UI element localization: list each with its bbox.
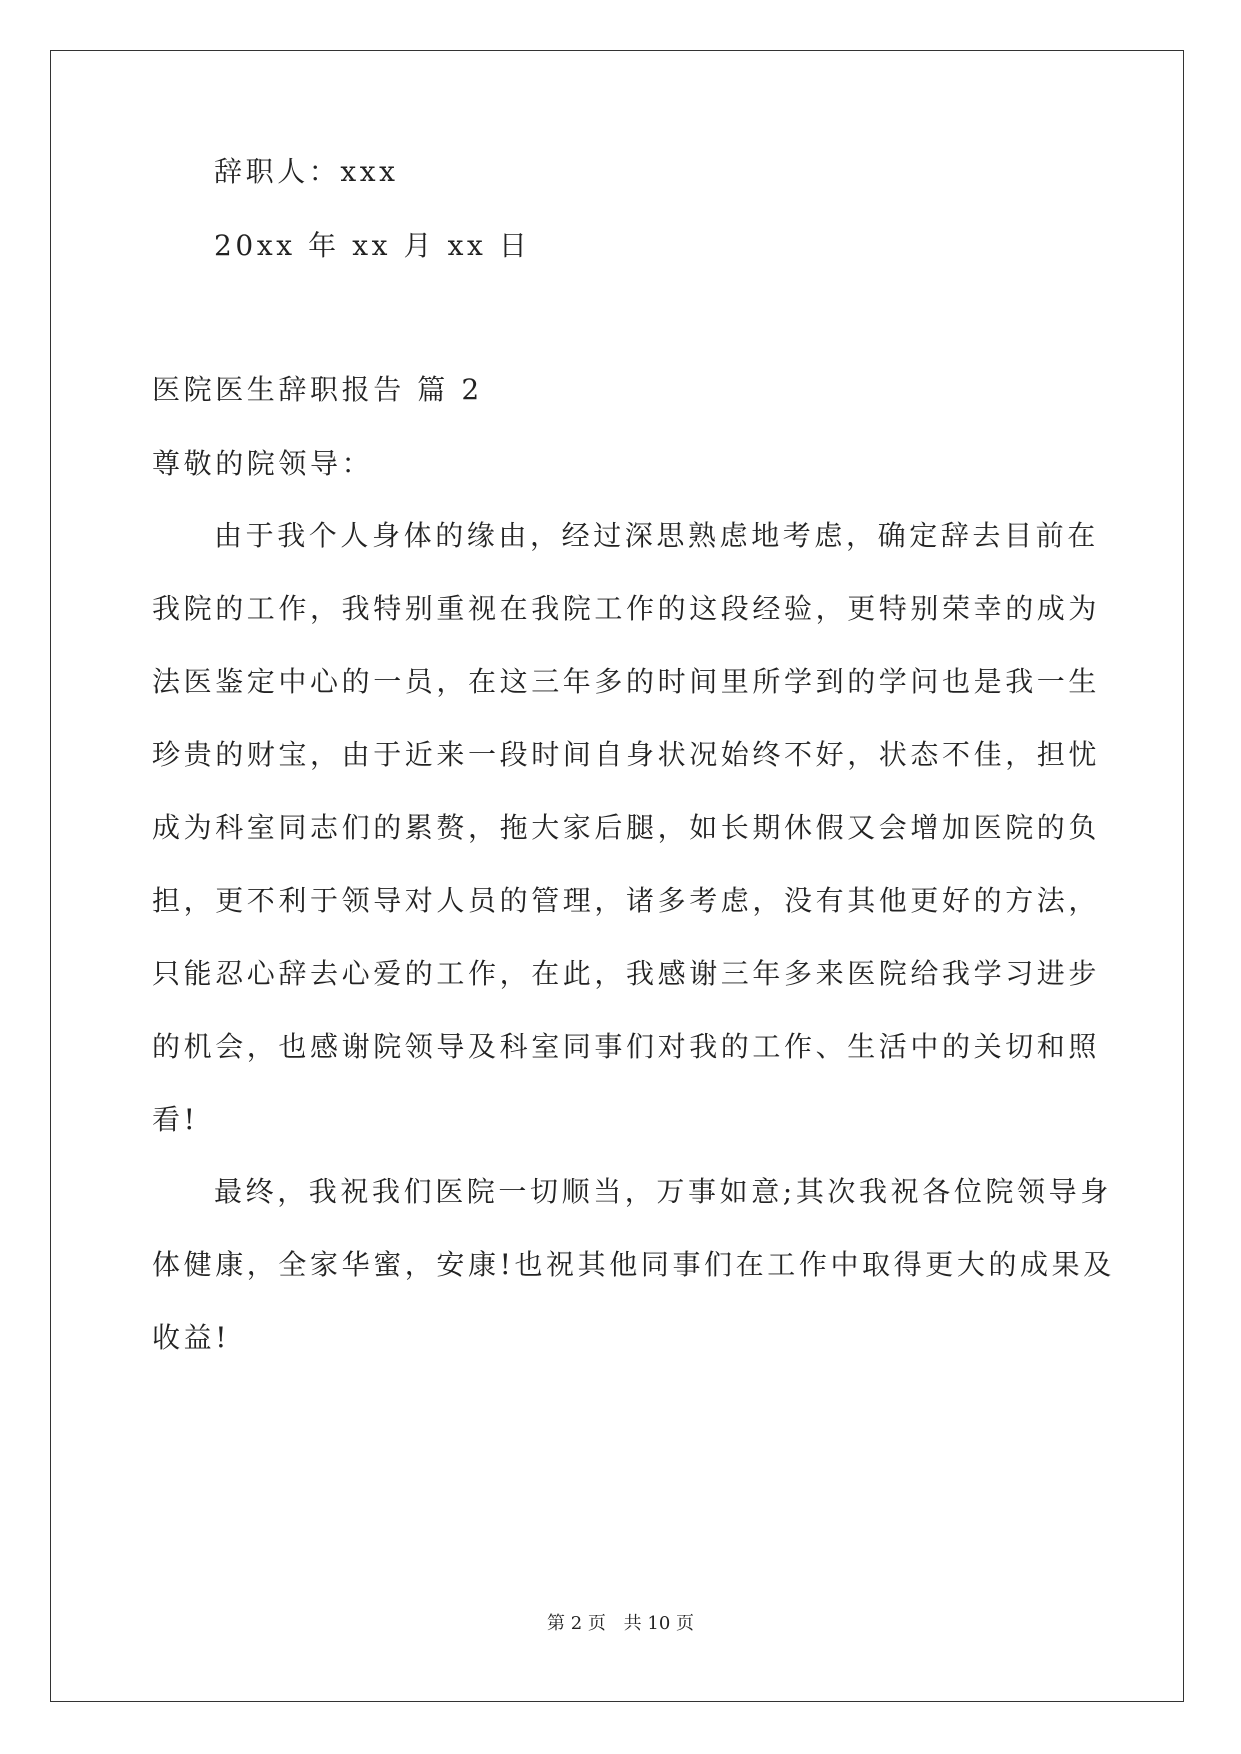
resigner-line: 辞职人：xxx: [214, 155, 399, 188]
paragraph-line: 成为科室同志们的累赘，拖大家后腿，如长期休假又会增加医院的负: [152, 811, 1101, 844]
paragraph-line: 珍贵的财宝，由于近来一段时间自身状况始终不好，状态不佳，担忧: [152, 738, 1101, 771]
page-total: 共 10 页: [623, 1613, 694, 1634]
paragraph-line: 由于我个人身体的缘由，经过深思熟虑地考虑，确定辞去目前在: [214, 519, 1099, 552]
paragraph-line: 最终，我祝我们医院一切顺当，万事如意;其次我祝各位院领导身: [214, 1175, 1112, 1208]
date-line: 20xx 年 xx 月 xx 日: [214, 229, 531, 262]
paragraph-line: 担，更不利于领导对人员的管理，诸多考虑，没有其他更好的方法，: [152, 884, 1101, 917]
paragraph-line: 法医鉴定中心的一员，在这三年多的时间里所学到的学问也是我一生: [152, 665, 1101, 698]
paragraph-line: 只能忍心辞去心爱的工作，在此，我感谢三年多来医院给我学习进步: [152, 957, 1101, 990]
page-border: [50, 50, 1184, 1702]
page-footer: [0, 1612, 1241, 1636]
paragraph-line: 收益!: [152, 1321, 231, 1354]
page-number: 第 2 页: [547, 1613, 606, 1634]
paragraph-line: 体健康，全家华蜜，安康!也祝其他同事们在工作中取得更大的成果及: [152, 1248, 1115, 1281]
section-heading: 医院医生辞职报告 篇 2: [152, 373, 483, 406]
paragraph-line: 我院的工作，我特别重视在我院工作的这段经验，更特别荣幸的成为: [152, 592, 1101, 625]
paragraph-line: 看!: [152, 1103, 199, 1136]
paragraph-line: 的机会，也感谢院领导及科室同事们对我的工作、生活中的关切和照: [152, 1030, 1101, 1063]
salutation: 尊敬的院领导：: [152, 447, 374, 480]
